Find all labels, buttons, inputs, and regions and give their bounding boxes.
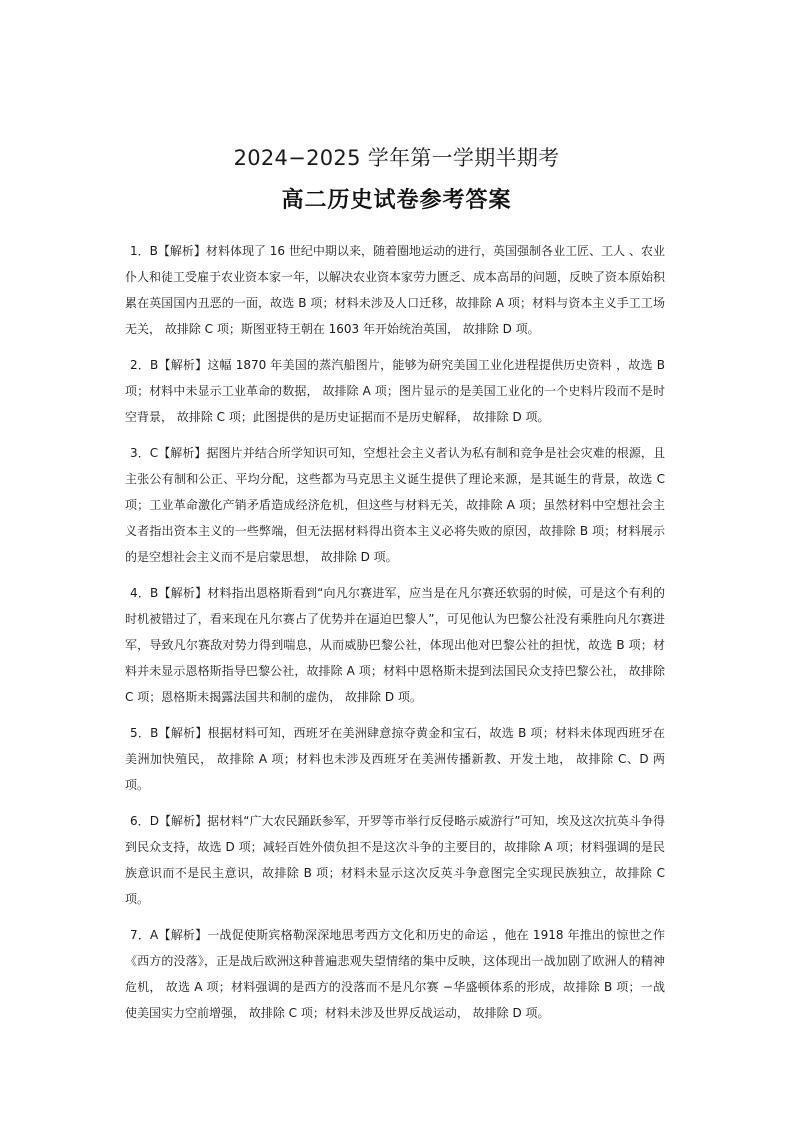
exam-term-title: 2024−2025 学年第一学期半期考 (233, 146, 560, 170)
answer-key-title: 高二历史试卷参考答案 (281, 188, 512, 213)
answer-item-4: 4．B【解析】材料指出恩格斯看到“向凡尔赛进军，应当是在凡尔赛还软弱的时候，可是这个有利的时机被错过了，看来现在凡尔赛占了优势并在逼迫巴黎人”，可见他认为巴黎公社没有乘胜向凡尔赛进军，导致凡尔赛敌对势力得到喘息，从而威胁巴黎公社，体现出他对巴黎公社的担忧，故选 B 项；材料并未显示恩格斯指导巴黎公社，故排除 A 项；材料中恩格斯未提到法国民众支持巴黎公社， 故排除 C 项；恩格斯未揭露法国共和制的虚伪， 故排除 D 项。 (125, 586, 665, 704)
answer-item-6: 6．D【解析】据材料“广大农民踊跃参军，开罗等市举行反侵略示威游行”可知，埃及这次抗英斗争得到民众支持，故选 D 项；减轻百姓外债负担不是这次斗争的主要目的，故排除 A 项；材料强调的是民族意识而不是民主意识，故排除 B 项；材料未显示这次反英斗争意图完全实现民族独立，故排除 C 项。 (125, 814, 665, 906)
answer-item-1: 1．B【解析】材料体现了 16 世纪中期以来，随着圈地运动的进行，英国强制各业工匠、工人 、农业仆人和徒工受雇于农业资本家一年，以解决农业资本家劳力匮乏、成本高昂的问题，反映了资本原始积累在英国国内丑恶的一面，故选 B 项；材料未涉及人口迁移，故排除 A 项；材料与资本主义手工工场无关， 故排除 C 项；斯图亚特王朝在 1603 年开始统治英国， 故排除 D 项。 (125, 244, 666, 336)
answer-item-3: 3．C【解析】据图片并结合所学知识可知，空想社会主义者认为私有制和竞争是社会灾难的根源，且主张公有制和公正、平均分配，这些都为马克思主义诞生提供了理论来源，是其诞生的背景，故选 C 项；工业革命激化产销矛盾造成经济危机，但这些与材料无关，故排除 A 项；虽然材料中空想社会主义者指出资本主义的一些弊端，但无法据材料得出资本主义必将失败的原因，故排除 B 项；材料展示的是空想社会主义而不是启蒙思想， 故排除 D 项。 (125, 446, 665, 564)
answer-item-5: 5．B【解析】根据材料可知，西班牙在美洲肆意掠夺黄金和宝石，故选 B 项；材料未体现西班牙在美洲加快殖民， 故排除 A 项；材料也未涉及西班牙在美洲传播新教、开发土地， 故排除 C、D 两项。 (125, 726, 665, 792)
answer-list (125, 238, 665, 1036)
answer-item-7: 7．A【解析】一战促使斯宾格勒深深地思考西方文化和历史的命运 ，他在 1918 年推出的惊世之作《西方的没落》，正是战后欧洲这种普遍悲观失望情绪的集中反映，这体现出一战加剧了欧洲人的精神危机， 故选 A 项；材料强调的是西方的没落而不是凡尔赛 −华盛顿体系的形成，故排除 B 项；一战使美国实力空前增强， 故排除 C 项；材料未涉及世界反战运动， 故排除 D 项。 (125, 928, 665, 1020)
answer-item-2: 2．B【解析】这幅 1870 年美国的蒸汽船图片，能够为研究美国工业化进程提供历史资料 ，故选 B 项；材料中未显示工业革命的数据， 故排除 A 项；图片显示的是美国工业化的一个史料片段而不是时空背景， 故排除 C 项；此图提供的是历史证据而不是历史解释， 故排除 D 项。 (125, 358, 665, 424)
